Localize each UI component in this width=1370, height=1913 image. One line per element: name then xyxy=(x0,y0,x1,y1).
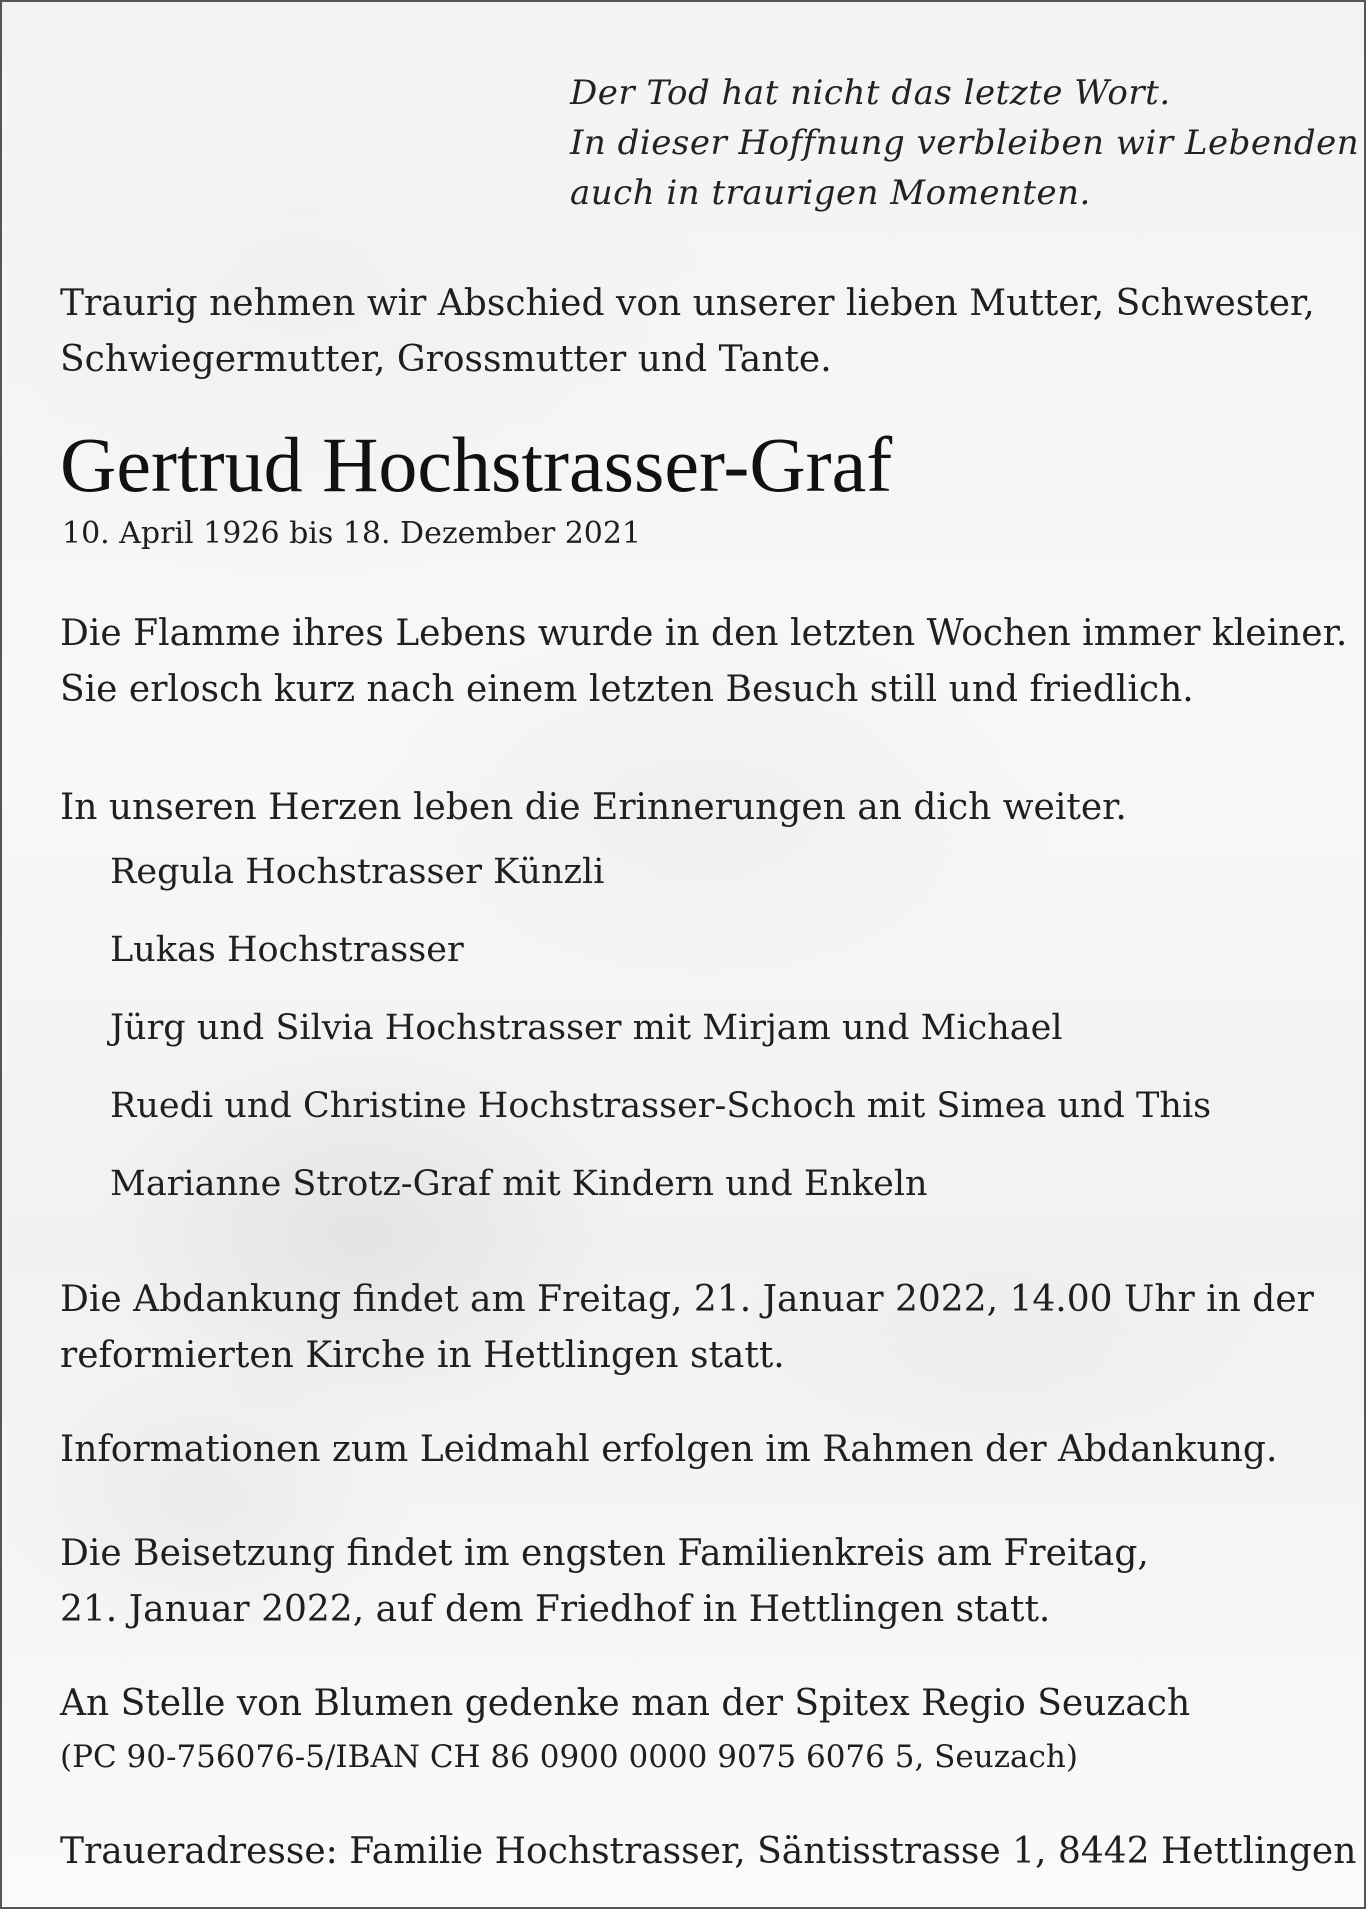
life-dates: 10. April 1926 bis 18. Dezember 2021 xyxy=(62,516,642,551)
farewell-intro xyxy=(60,276,1315,388)
mourner-entry: Jürg und Silvia Hochstrasser mit Mirjam und Michael xyxy=(110,1008,1063,1048)
quote-line: auch in traurigen Momenten. xyxy=(570,173,1091,213)
donation-note: An Stelle von Blumen gedenke man der Spitex Regio Seuzach xyxy=(60,1683,1191,1724)
abdankung-line: Die Abdankung findet am Freitag, 21. Januar 2022, 14.00 Uhr in der xyxy=(60,1279,1314,1320)
mourners-list xyxy=(110,844,1211,1234)
mourner-entry: Marianne Strotz-Graf mit Kindern und Enkeln xyxy=(110,1164,928,1204)
flame-line: Die Flamme ihres Lebens wurde in den letzten Wochen immer kleiner. xyxy=(60,613,1348,654)
funeral-service-info xyxy=(60,1272,1314,1384)
epigraph-quote xyxy=(570,68,1359,218)
intro-line: Schwiegermutter, Grossmutter und Tante. xyxy=(60,339,832,380)
flame-paragraph xyxy=(60,606,1347,718)
beisetzung-line: Die Beisetzung findet im engsten Familienkreis am Freitag, xyxy=(60,1533,1149,1574)
intro-line: Traurig nehmen wir Abschied von unserer lieben Mutter, Schwester, xyxy=(60,283,1315,324)
quote-line: Der Tod hat nicht das letzte Wort. xyxy=(570,73,1171,113)
mourning-address: Traueradresse: Familie Hochstrasser, Säntisstrasse 1, 8442 Hettlingen xyxy=(60,1831,1357,1872)
burial-info xyxy=(60,1526,1149,1638)
abdankung-line: reformierten Kirche in Hettlingen statt. xyxy=(60,1335,785,1376)
bank-details: (PC 90-756076-5/IBAN CH 86 0900 0000 9075 6076 5, Seuzach) xyxy=(60,1739,1078,1775)
quote-line: In dieser Hoffnung verbleiben wir Lebenden xyxy=(570,123,1360,163)
beisetzung-line: 21. Januar 2022, auf dem Friedhof in Hettlingen statt. xyxy=(60,1589,1051,1630)
funeral-meal-info: Informationen zum Leidmahl erfolgen im Rahmen der Abdankung. xyxy=(60,1429,1278,1470)
mourner-entry: Regula Hochstrasser Künzli xyxy=(110,852,605,892)
mourner-entry: Ruedi und Christine Hochstrasser-Schoch mit Simea und This xyxy=(110,1086,1212,1126)
flame-line: Sie erlosch kurz nach einem letzten Besuch still und friedlich. xyxy=(60,669,1194,710)
deceased-name: Gertrud Hochstrasser-Graf xyxy=(60,421,893,508)
hearts-line: In unseren Herzen leben die Erinnerungen an dich weiter. xyxy=(60,787,1127,828)
mourner-entry: Lukas Hochstrasser xyxy=(110,930,464,970)
